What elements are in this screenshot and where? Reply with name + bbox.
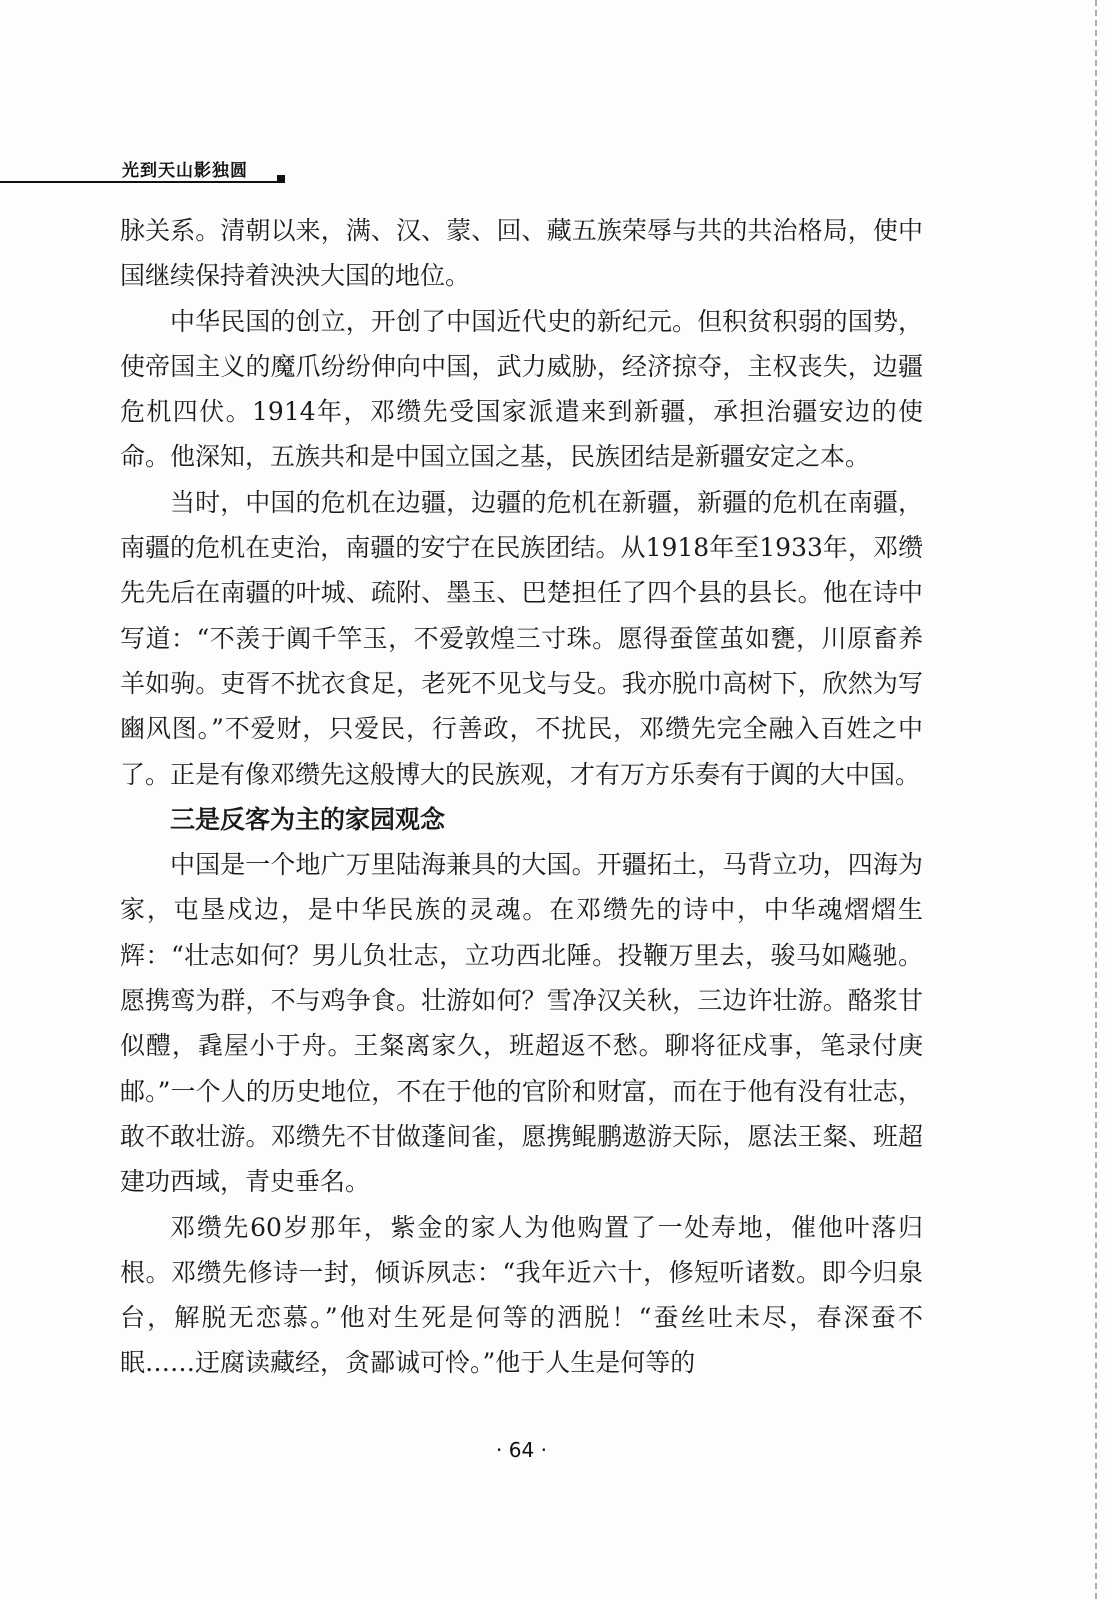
paragraph: 当时，中国的危机在边疆，边疆的危机在新疆，新疆的危机在南疆，南疆的危机在吏治，南疆的安宁在民族团结。从1918年至1933年，邓缵先先后在南疆的叶城、疏附、墨玉、巴楚担任了四个县的县长。他在诗中写道：“不羡于阗千竿玉，不爱敦煌三寸珠。愿得蚕筐茧如甕，川原畜养羊如驹。吏胥不扰衣食足，老死不见戈与殳。我亦脱巾高树下，欣然为写豳风图。”不爱财，只爱民，行善政，不扰民，邓缵先完全融入百姓之中了。正是有像邓缵先这般博大的民族观，才有万方乐奏有于阗的大中国。: [120, 487, 923, 789]
header-square-mark: [277, 175, 285, 183]
section-heading: 三是反客为主的家园观念: [170, 804, 446, 834]
header-rule: [0, 181, 282, 183]
paragraph: 中国是一个地广万里陆海兼具的大国。开疆拓土，马背立功，四海为家，屯垦戍边，是中华民族的灵魂。在邓缵先的诗中，中华魂熠熠生辉：“壮志如何？男儿负壮志，立功西北陲。投鞭万里去，骏马如飚驰。愿携鸾为群，不与鸡争食。壮游如何？雪净汉关秋，三边许壮游。酪浆甘似醴，毳屋小于舟。王粲离家久，班超返不愁。聊将征戍事，笔录付庚邮。”一个人的历史地位，不在于他的官阶和财富，而在于他有没有壮志，敢不敢壮游。邓缵先不甘做蓬间雀，愿携鲲鹏遨游天际，愿法王粲、班超建功西域，青史垂名。: [120, 850, 923, 1197]
body-text: [120, 208, 923, 1386]
paragraph: 邓缵先60岁那年，紫金的家人为他购置了一处寿地，催他叶落归根。邓缵先修诗一封，倾诉夙志：“我年近六十，修短听诸数。即今归泉台，解脱无恋慕。”他对生死是何等的洒脱！“蚕丝吐未尽，春深蚕不眠……迂腐读藏经，贪鄙诚可怜。”他于人生是何等的: [120, 1212, 923, 1378]
running-title: 光到天山影独圆: [122, 161, 248, 181]
paragraph: 脉关系。清朝以来，满、汉、蒙、回、藏五族荣辱与共的共治格局，使中国继续保持着泱泱大国的地位。: [120, 216, 923, 291]
page-number: · 64 ·: [496, 1438, 547, 1462]
binding-edge: [1093, 0, 1097, 1599]
running-header: [0, 150, 300, 190]
paragraph: 中华民国的创立，开创了中国近代史的新纪元。但积贫积弱的国势，使帝国主义的魔爪纷纷伸向中国，武力威胁，经济掠夺，主权丧失，边疆危机四伏。1914年，邓缵先受国家派遣来到新疆，承担治疆安边的使命。他深知，五族共和是中国立国之基，民族团结是新疆安定之本。: [120, 306, 923, 472]
